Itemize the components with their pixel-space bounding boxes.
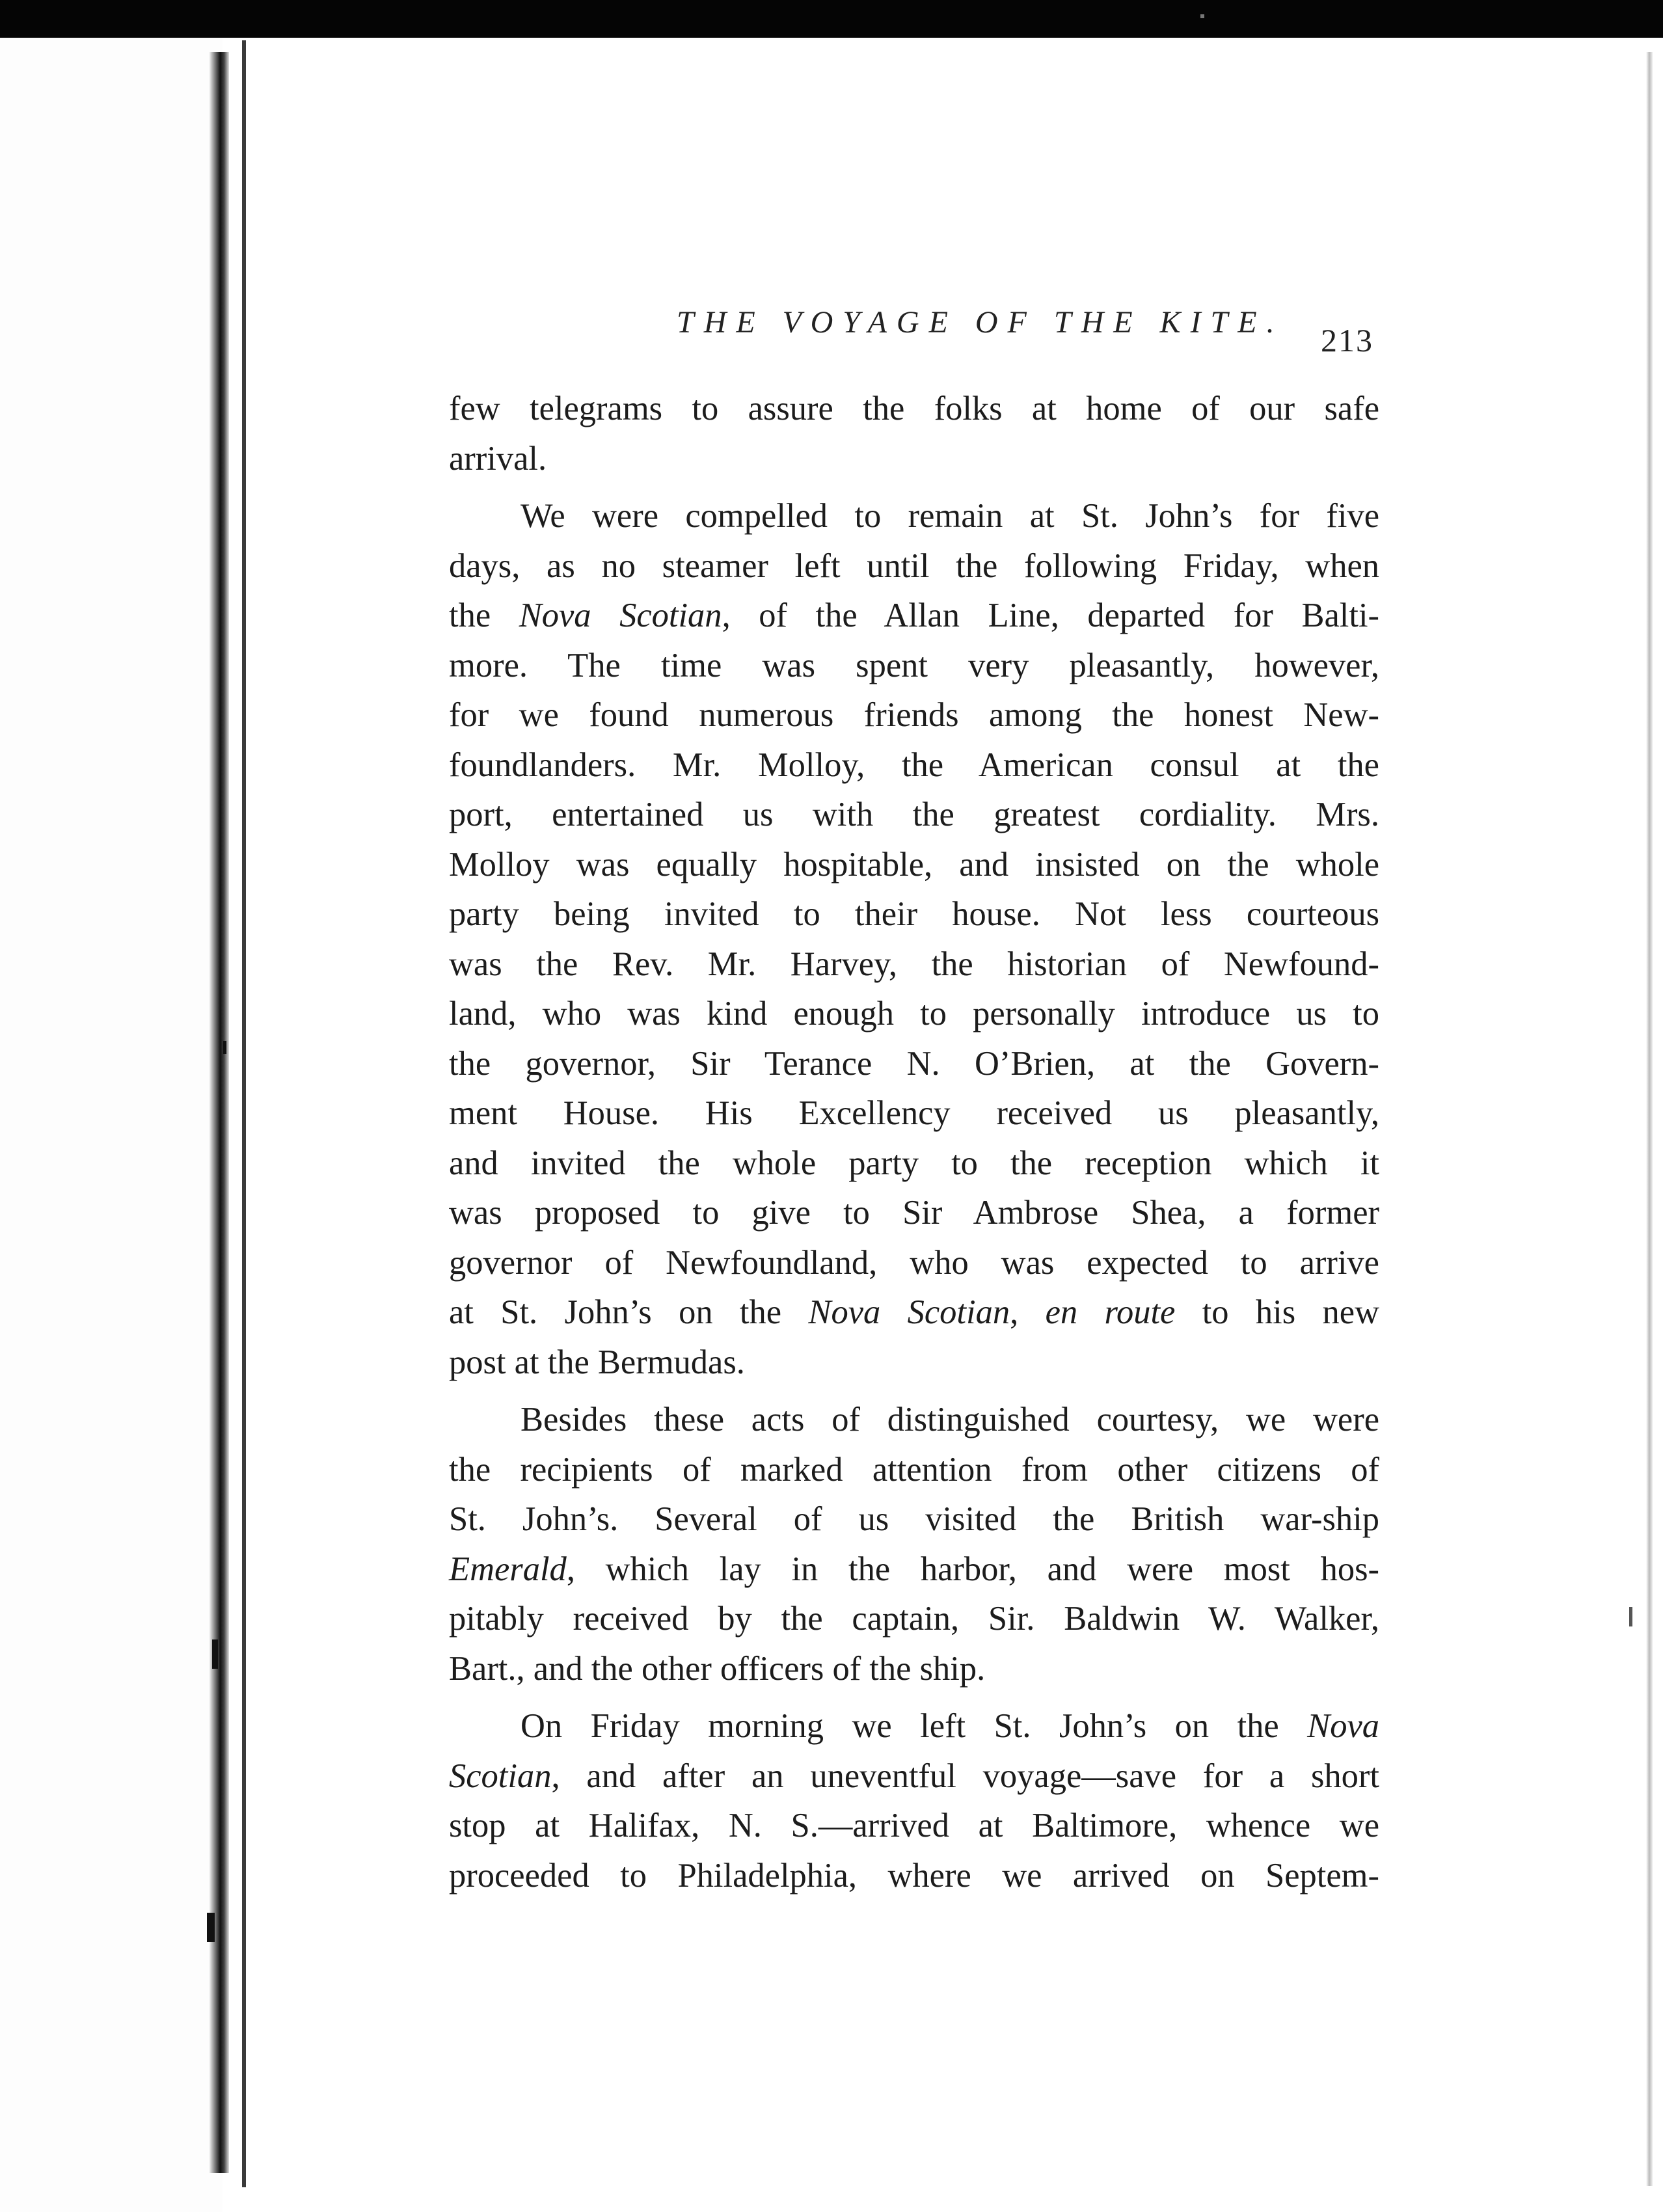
text-line: for we found numerous friends among the honest New- xyxy=(449,696,1379,734)
text-line: more. The time was spent very pleasantly, however, xyxy=(449,646,1379,684)
scan-speck xyxy=(212,1639,218,1669)
scan-speck xyxy=(223,1041,226,1054)
scan-top-border xyxy=(0,0,1663,38)
text-line: the Nova Scotian, of the Allan Line, departed for Balti- xyxy=(449,597,1380,634)
text-line: ment House. His Excellency received us pleasantly, xyxy=(449,1094,1379,1132)
text-line: port, entertained us with the greatest cordiality. Mrs. xyxy=(449,796,1379,833)
text-line: Emerald, which lay in the harbor, and were most hos- xyxy=(449,1550,1379,1588)
text-line: land, who was kind enough to personally introduce us to xyxy=(449,995,1379,1032)
text-line: and invited the whole party to the reception which it xyxy=(449,1144,1379,1182)
text-line: Besides these acts of distinguished courtesy, we were xyxy=(521,1401,1379,1438)
text-line: governor of Newfoundland, who was expected to arrive xyxy=(449,1243,1379,1282)
scan-speck xyxy=(207,1913,215,1942)
book-gutter-shadow xyxy=(210,52,229,2173)
text-line: days, as no steamer left until the following Friday, when xyxy=(449,546,1379,585)
body-text xyxy=(449,384,1379,1900)
text-line: stop at Halifax, N. S.—arrived at Baltimore, whence we xyxy=(449,1807,1379,1844)
text-line: few telegrams to assure the folks at home of our safe xyxy=(449,390,1379,427)
text-line: Scotian, and after an uneventful voyage—save for a short xyxy=(449,1757,1379,1795)
text-line: pitably received by the captain, Sir. Baldwin W. Walker, xyxy=(449,1600,1379,1638)
text-line: proceeded to Philadelphia, where we arrived on Septem- xyxy=(449,1856,1379,1895)
text-line: was proposed to give to Sir Ambrose Shea, a former xyxy=(449,1194,1379,1232)
text-line: arrival. xyxy=(449,439,547,478)
running-head: THE VOYAGE OF THE KITE. xyxy=(677,305,1284,340)
text-line: the recipients of marked attention from other citizens of xyxy=(449,1450,1379,1489)
right-page-edge xyxy=(1646,52,1653,2186)
text-line: at St. John’s on the Nova Scotian, en route to his new xyxy=(449,1293,1379,1331)
facing-page-margin xyxy=(0,38,223,2212)
text-line: St. John’s. Several of us visited the British war-ship xyxy=(449,1500,1379,1538)
text-line: Bart., and the other officers of the ship. xyxy=(449,1649,986,1688)
text-line: post at the Bermudas. xyxy=(449,1343,745,1381)
text-line: was the Rev. Mr. Harvey, the historian of Newfound- xyxy=(449,945,1379,983)
text-line: foundlanders. Mr. Molloy, the American consul at the xyxy=(449,746,1379,784)
page-number: 213 xyxy=(1321,322,1373,358)
scan-speck xyxy=(1200,14,1204,18)
scan-speck xyxy=(1629,1607,1632,1626)
text-line: We were compelled to remain at St. John’s for five xyxy=(521,497,1379,535)
text-line: Molloy was equally hospitable, and insisted on the whole xyxy=(449,845,1379,883)
page-edge-line xyxy=(242,40,246,2187)
text-line: party being invited to their house. Not less courteous xyxy=(449,895,1379,933)
text-line: On Friday morning we left St. John’s on the Nova xyxy=(521,1707,1379,1745)
text-line: the governor, Sir Terance N. O’Brien, at the Govern- xyxy=(449,1044,1379,1083)
